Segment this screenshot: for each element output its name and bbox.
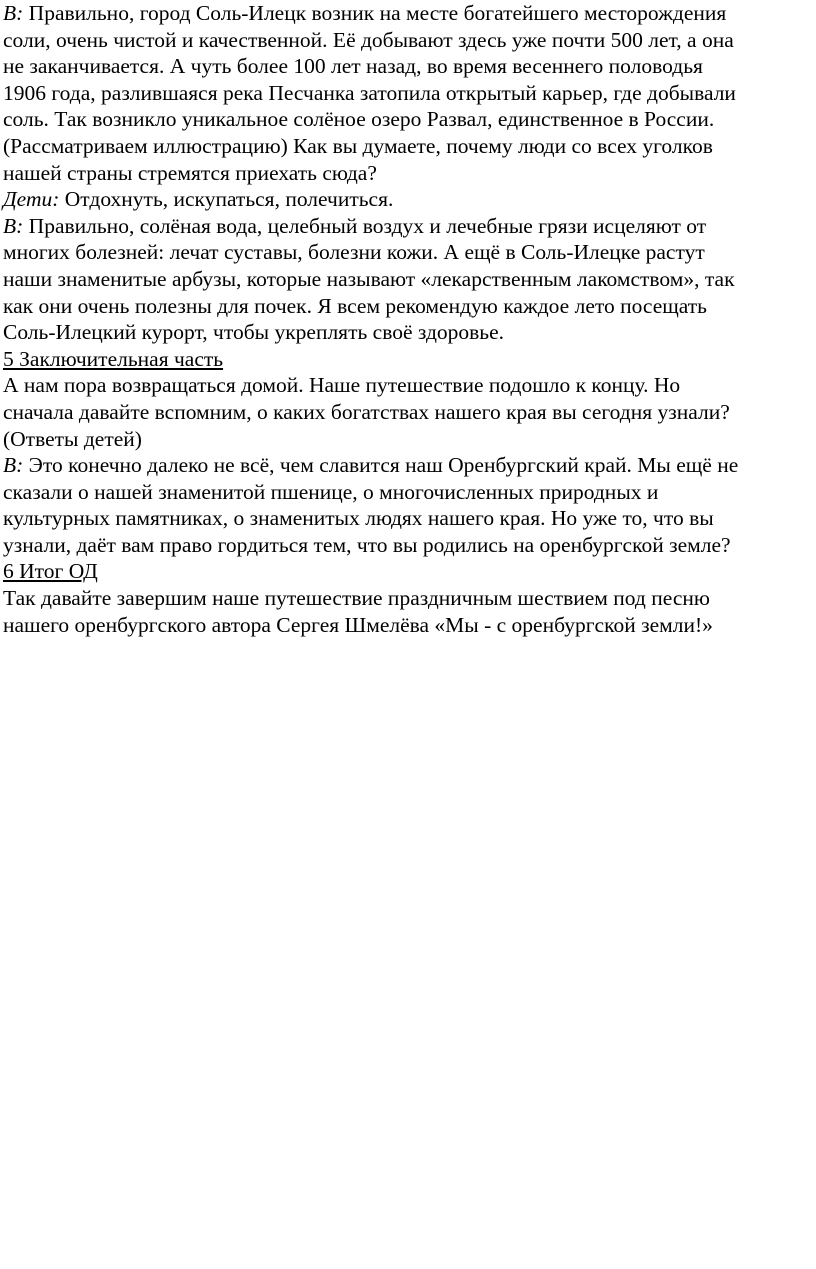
line-text: Отдохнуть, искупаться, полечиться.: [59, 187, 394, 212]
text-line: сказали о нашей знаменитой пшенице, о многочисленных природных и: [3, 479, 659, 504]
text-line: соли, очень чистой и качественной. Её добывают здесь уже почти 500 лет, а она: [3, 27, 734, 52]
text-line: Соль-Илецкий курорт, чтобы укреплять своё здоровье.: [3, 320, 505, 345]
line-text: Это конечно далеко не всё, чем славится наш Оренбургский край. Мы ещё не: [23, 453, 739, 478]
text-line: [3, 186, 815, 213]
text-line: (Рассматриваем иллюстрацию) Как вы думаете, почему люди со всех уголков: [3, 133, 713, 158]
text-line: наши знаменитые арбузы, которые называют «лекарственным лакомством», так: [3, 266, 735, 291]
section-heading-text: 6 Итог ОД: [3, 559, 98, 584]
text-line: Так давайте завершим наше путешествие праздничным шествием под песню: [3, 586, 710, 611]
text-line: как они очень полезны для почек. Я всем рекомендую каждое лето посещать: [3, 293, 707, 318]
section-heading-text: 5 Заключительная часть: [3, 346, 224, 371]
text-line: (Ответы детей): [3, 426, 142, 451]
speaker-label: В:: [3, 213, 24, 238]
text-line: [3, 0, 815, 27]
text-line: [3, 452, 815, 479]
document-page: [3, 0, 815, 638]
text-line: [3, 213, 815, 240]
text-line: 1906 года, разлившаяся река Песчанка затопила открытый карьер, где добывали: [3, 80, 736, 105]
text-line: соль. Так возникло уникальное солёное озеро Развал, единственное в России.: [3, 107, 715, 132]
speaker-label: Дети:: [3, 187, 60, 212]
line-text: Правильно, солёная вода, целебный воздух и лечебные грязи исцеляют от: [23, 213, 707, 238]
text-line: многих болезней: лечат суставы, болезни кожи. А ещё в Соль-Илецке растут: [3, 240, 705, 265]
text-line: нашей страны стремятся приехать сюда?: [3, 160, 377, 185]
text-line: не заканчивается. А чуть более 100 лет назад, во время весеннего половодья: [3, 54, 703, 79]
section-heading: [3, 558, 815, 585]
line-text: Правильно, город Соль-Илецк возник на месте богатейшего месторождения: [23, 1, 727, 25]
speaker-label: В:: [3, 453, 24, 478]
text-line: узнали, даёт вам право гордиться тем, что вы родились на оренбургской земле?: [3, 532, 731, 557]
speaker-label: В:: [3, 1, 24, 25]
text-line: сначала давайте вспомним, о каких богатствах нашего края вы сегодня узнали?: [3, 399, 730, 424]
section-heading: [3, 346, 815, 373]
text-line: культурных памятниках, о знаменитых людях нашего края. Но уже то, что вы: [3, 506, 714, 531]
text-line: нашего оренбургского автора Сергея Шмелёва «Мы - с оренбургской земли!»: [3, 612, 713, 637]
text-line: А нам пора возвращаться домой. Наше путешествие подошло к концу. Но: [3, 373, 681, 398]
